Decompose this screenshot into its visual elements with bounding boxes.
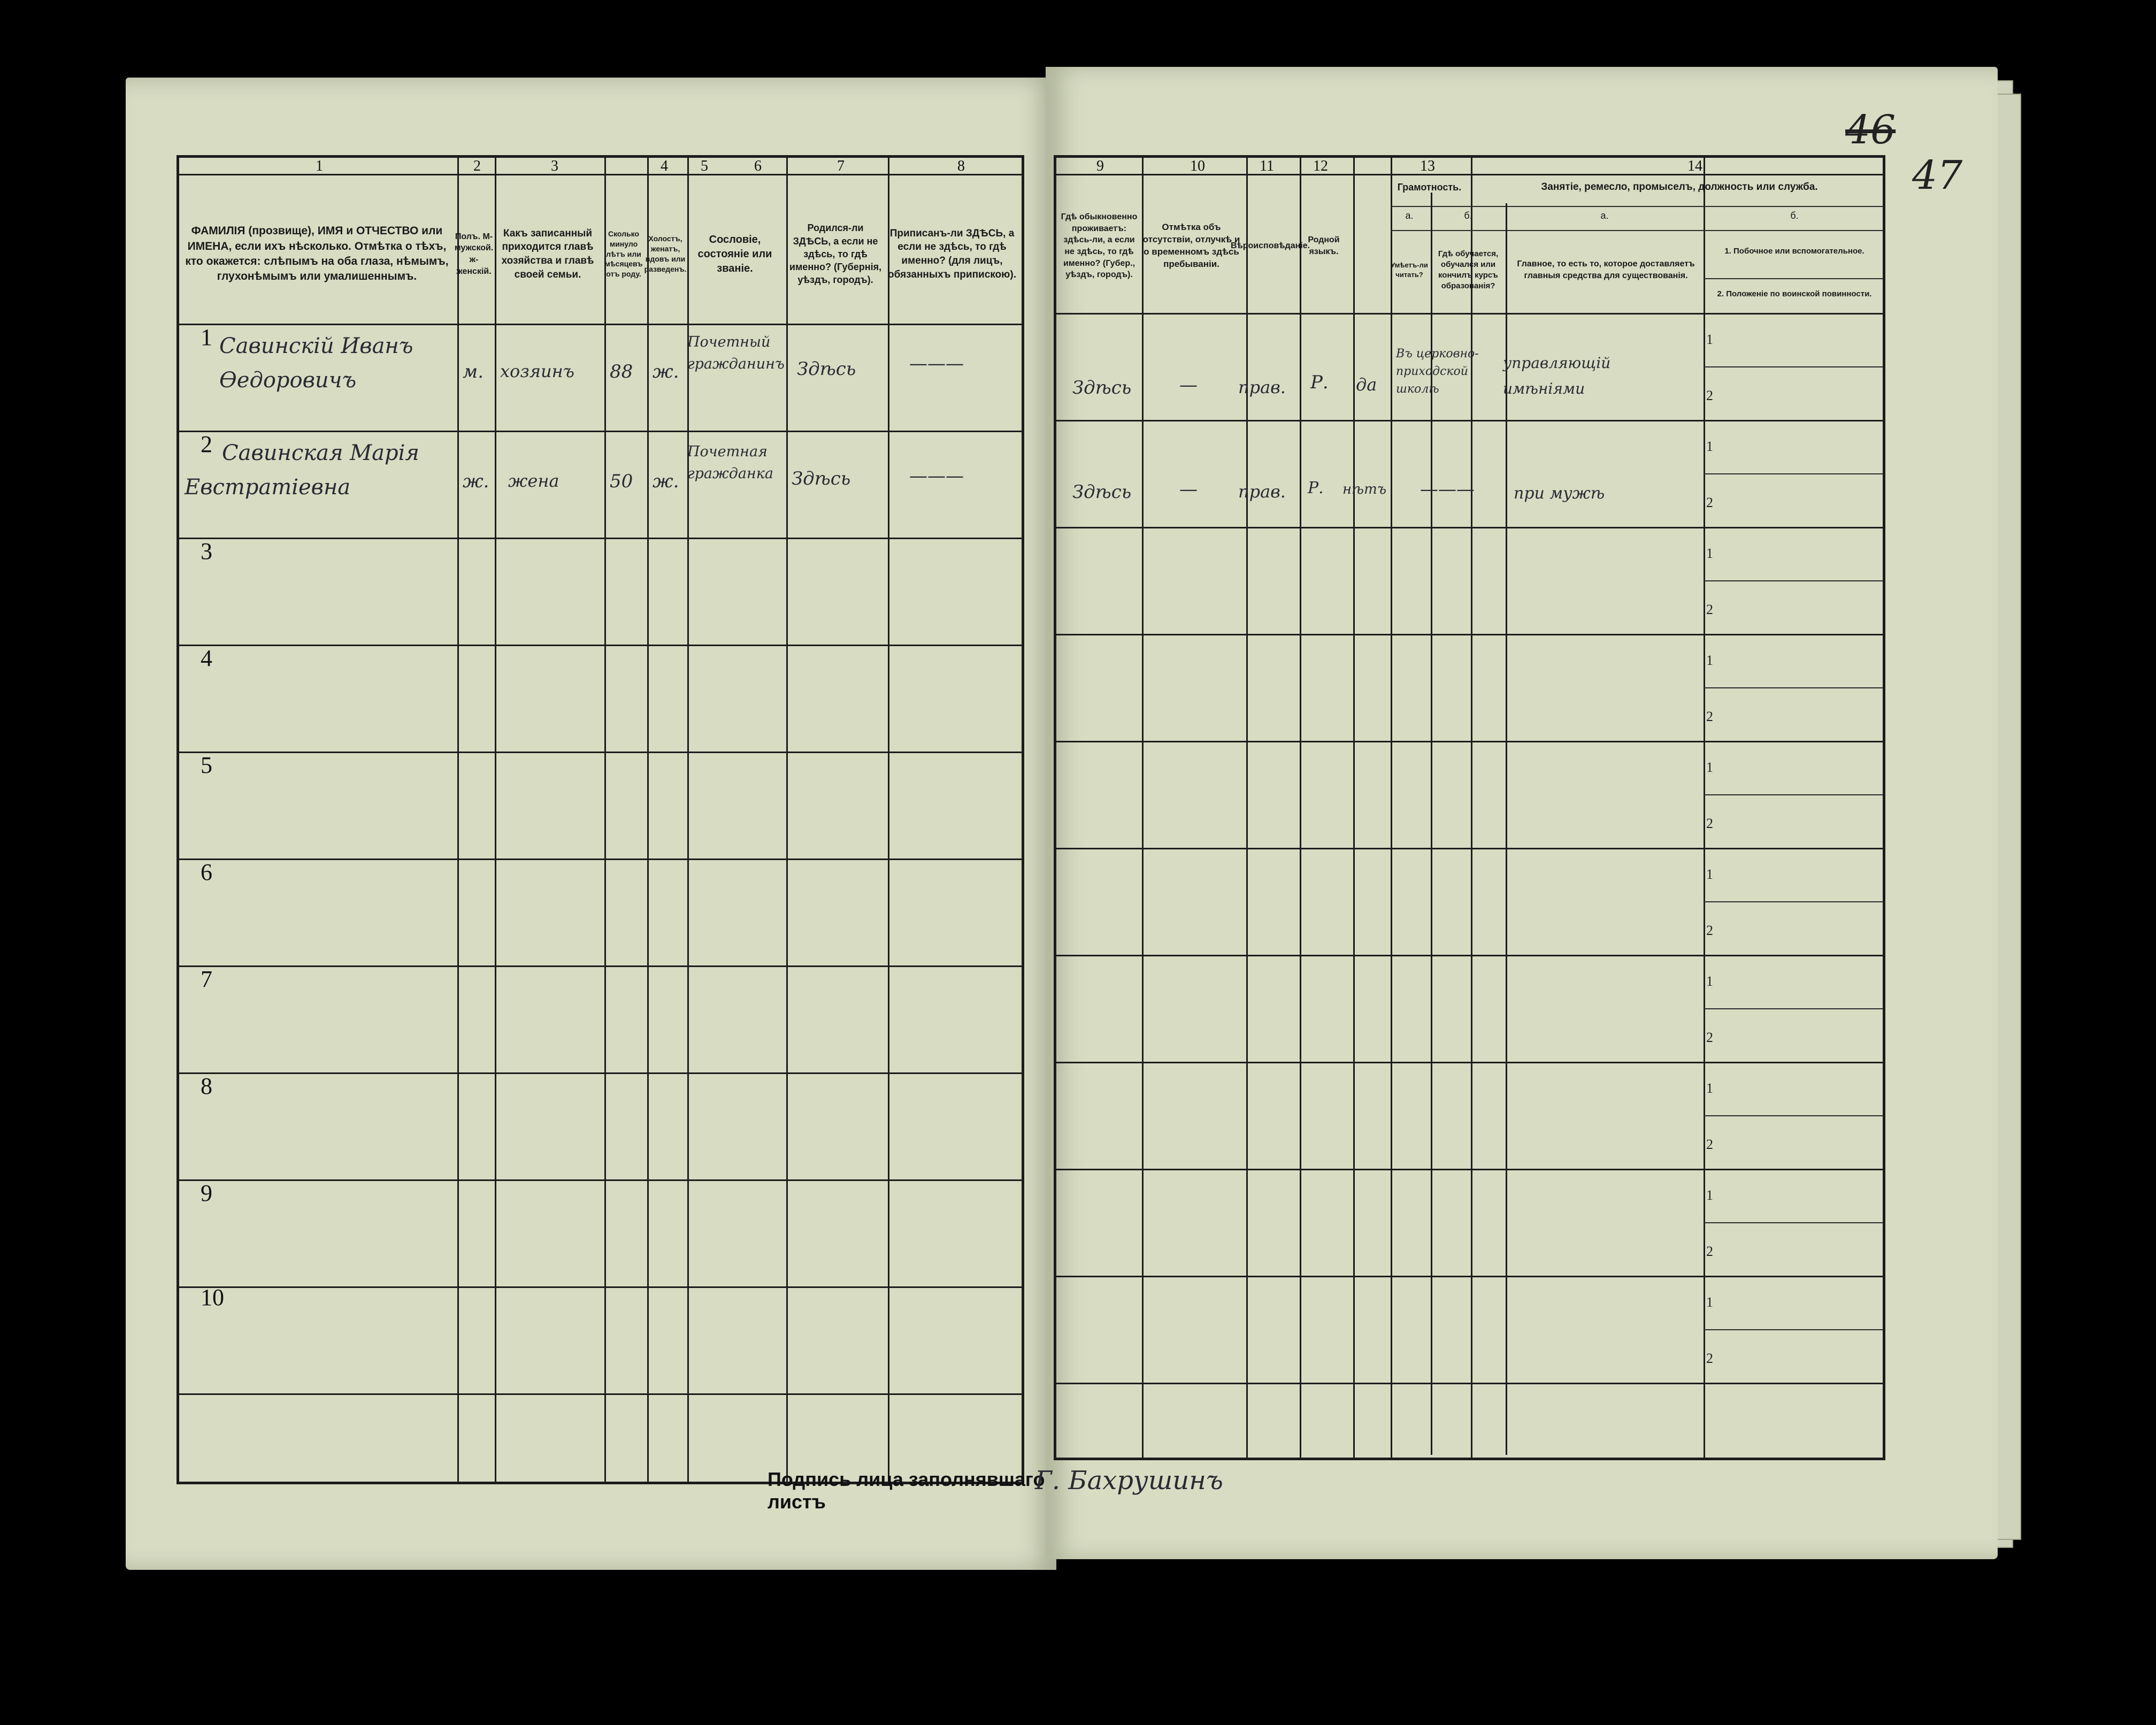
entry-religion: прав. <box>1238 481 1286 502</box>
entry-age: 50 <box>610 471 633 492</box>
header-relation: Какъ записанный приходится главѣ хозяйства и главѣ своей семьи. <box>501 227 594 280</box>
header-marital: Холостъ, женатъ, вдовъ или разведенъ. <box>644 234 687 273</box>
col-number: 14 <box>1687 158 1702 174</box>
entry-registered: ——— <box>909 465 964 487</box>
signature-value: Г. Бахрушинъ <box>1035 1466 1223 1496</box>
entry-sex: ж. <box>463 471 489 492</box>
folio-current: 47 <box>1912 152 1963 198</box>
row-number: 1 <box>201 324 212 350</box>
header-absence: Отмѣтка объ отсутствіи, отлучкѣ и о временномъ здѣсь пребываніи. <box>1142 222 1240 269</box>
entry-born: Здѣсь <box>797 358 856 380</box>
col-number: 8 <box>957 158 965 174</box>
col-number: 12 <box>1313 158 1328 174</box>
entry-name: Савинскій Иванъ Ѳедоровичъ <box>219 334 413 393</box>
row-number: 2 <box>201 431 212 457</box>
sub-number: 2 <box>1706 388 1713 403</box>
sub-number: 1 <box>1706 867 1713 882</box>
entry-name: Савинская Марія Евстратіевна <box>185 441 419 500</box>
sub-number: 2 <box>1706 1137 1713 1152</box>
header-estate: Сословіе, состояніе или званіе. <box>697 233 772 274</box>
header-residence: Гдѣ обыкновенно проживаетъ: здѣсь-ли, а если не здѣсь, то гдѣ именно? (Губер., уѣздъ, городъ). <box>1061 212 1138 280</box>
sub-number: 1 <box>1706 332 1713 347</box>
col-number: 13 <box>1420 158 1435 174</box>
entry-born: Здѣсь <box>792 468 851 489</box>
header-occupation-secondary: 1. Побочное или вспомогательное. <box>1724 246 1865 256</box>
col-number: 5 <box>701 158 708 174</box>
entry-residence: Здѣсь <box>1072 481 1132 503</box>
col-number: 2 <box>473 158 481 174</box>
entry-occupation: при мужѣ <box>1514 484 1605 503</box>
col-number: 3 <box>551 158 558 174</box>
header-sex: Полъ. М-мужской. ж-женскій. <box>454 232 494 276</box>
header-religion: Вѣроисповѣданіе. <box>1230 241 1310 251</box>
entry-estate: Почетный гражданинъ <box>687 334 785 372</box>
entry-age: 88 <box>610 361 633 382</box>
header-occupation: Занятіе, ремесло, промыселъ, должность или служба. <box>1541 181 1818 193</box>
entry-language: Р. <box>1308 479 1324 497</box>
header-occupation-b-label: б. <box>1790 210 1799 221</box>
col-number: 9 <box>1096 158 1104 174</box>
sub-number: 1 <box>1706 1294 1713 1310</box>
entry-relation: жена <box>508 471 559 491</box>
sub-number: 2 <box>1706 602 1713 617</box>
header-occupation-main: Главное, то есть то, которое доставляетъ главныя средства для существованія. <box>1517 259 1695 280</box>
sub-number: 1 <box>1706 760 1713 775</box>
sub-number: 1 <box>1706 653 1713 668</box>
entry-estate: Почетная гражданка <box>687 443 773 482</box>
folio-crossed: 46 <box>1845 107 1896 153</box>
sub-number: 2 <box>1706 923 1713 938</box>
col-number: 11 <box>1260 158 1274 174</box>
entry-literate: нѣтъ <box>1342 481 1387 497</box>
col-number: 4 <box>661 158 668 174</box>
header-language: Родной языкъ. <box>1308 235 1340 256</box>
header-education: Гдѣ обучается, обучался или кончилъ курсъ образованія? <box>1438 249 1499 291</box>
entry-residence: Здѣсь <box>1072 377 1132 398</box>
row-number: 10 <box>201 1284 224 1310</box>
header-can-read: Умѣетъ-ли читать? <box>1391 261 1428 279</box>
header-literacy: Грамотность. <box>1397 181 1462 193</box>
row-number: 8 <box>201 1073 212 1099</box>
sub-number: 2 <box>1706 1244 1713 1259</box>
row-number: 7 <box>201 966 212 992</box>
entry-absence: — <box>1179 479 1198 500</box>
row-number: 5 <box>201 752 212 778</box>
header-literacy-a-label: а. <box>1405 210 1414 221</box>
entry-education: ——— <box>1420 479 1475 500</box>
entry-religion: прав. <box>1238 377 1286 397</box>
sub-number: 1 <box>1706 439 1713 454</box>
signature-label: Подпись лица заполнявшаго листъ <box>768 1468 1045 1513</box>
entry-occupation: управляющій имѣніями <box>1503 354 1611 397</box>
header-literacy-b-label: б. <box>1464 210 1472 221</box>
entry-marital: ж. <box>653 361 679 382</box>
col-number: 10 <box>1190 158 1205 174</box>
header-occupation-a-label: а. <box>1600 210 1609 221</box>
row-number: 4 <box>201 645 212 671</box>
sub-number: 2 <box>1706 1351 1713 1366</box>
row-number: 6 <box>201 859 212 885</box>
entry-relation: хозяинъ <box>500 361 574 381</box>
sub-number: 2 <box>1706 816 1713 831</box>
header-age: Сколько минуло лѣтъ или мѣсяцевъ отъ роду. <box>604 229 643 279</box>
sub-number: 1 <box>1706 546 1713 561</box>
sub-number: 2 <box>1706 709 1713 724</box>
col-number: 6 <box>754 158 762 174</box>
entry-language: Р. <box>1310 372 1329 393</box>
row-number: 9 <box>201 1180 212 1206</box>
sub-number: 1 <box>1706 1080 1713 1096</box>
sub-number: 2 <box>1706 495 1713 510</box>
sub-number: 1 <box>1706 1187 1713 1203</box>
row-number: 3 <box>201 538 212 564</box>
sub-number: 1 <box>1706 973 1713 989</box>
left-page <box>126 78 1056 1570</box>
right-page <box>1035 67 1998 1559</box>
header-registered: Приписанъ-ли ЗДѢСЬ, а если не здѣсь, то гдѣ именно? (для лицъ, обязанныхъ припискою). <box>888 227 1016 280</box>
header-military-status: 2. Положеніе по воинской повинности. <box>1717 289 1872 298</box>
entry-sex: м. <box>463 361 484 382</box>
entry-absence: — <box>1179 374 1198 396</box>
header-born: Родился-ли ЗДѢСЬ, а если не здѣсь, то гдѣ именно? (Губернія, уѣздъ, городъ). <box>789 223 882 286</box>
entry-education: Въ церковно-приходской школѣ <box>1396 347 1479 396</box>
sub-number: 2 <box>1706 1030 1713 1045</box>
entry-registered: ——— <box>909 353 964 374</box>
col-number: 7 <box>837 158 845 174</box>
header-name: ФАМИЛІЯ (прозвище), ИМЯ и ОТЧЕСТВО или ИМЕНА, если ихъ нѣсколько. Отмѣтка о тѣхъ, кто окажется: слѣпымъ на оба глаза, нѣмымъ, глухонѣмымъ или умалишеннымъ. <box>185 225 449 283</box>
col-number: 1 <box>316 158 323 174</box>
entry-marital: ж. <box>653 471 679 492</box>
entry-literate: да <box>1356 374 1377 395</box>
